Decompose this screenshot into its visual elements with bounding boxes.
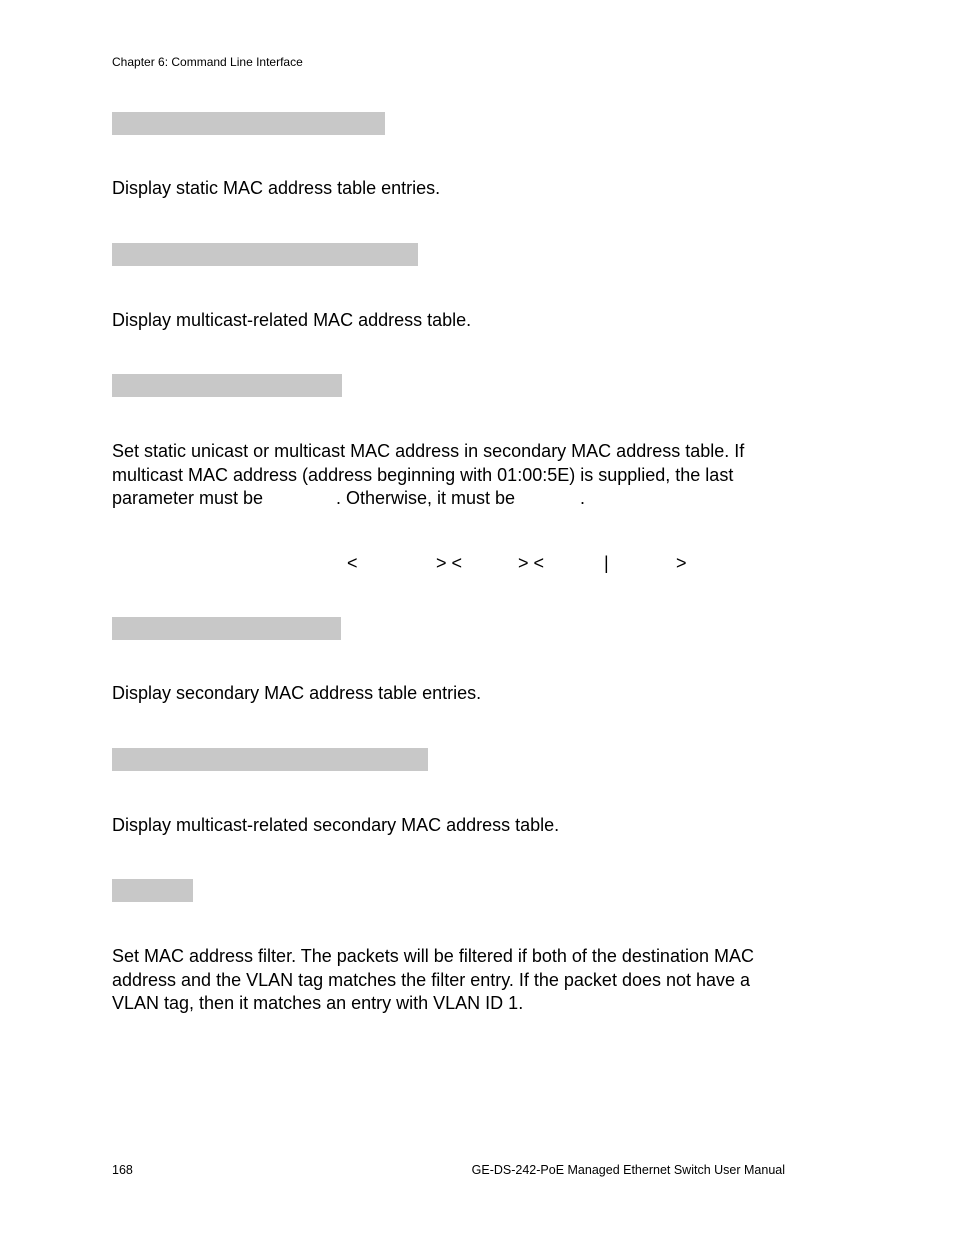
command-description: Display secondary MAC address table entries. [112,683,482,703]
chapter-header: Chapter 6: Command Line Interface [112,55,303,69]
syntax-symbol: > < [436,553,463,573]
manual-title: GE-DS-242-PoE Managed Ethernet Switch User Manual [471,1163,785,1177]
command-heading-bar [112,374,342,397]
description-line: VLAN tag, then it matches an entry with VLAN ID 1. [112,993,524,1013]
description-line: Set static unicast or multicast MAC address in secondary MAC address table. If [112,441,745,461]
syntax-symbol: < [347,553,358,573]
command-heading-bar [112,748,428,771]
syntax-symbol: > < [518,553,545,573]
command-heading-bar [112,112,385,135]
page-number: 168 [112,1163,133,1177]
description-line: address and the VLAN tag matches the filter entry. If the packet does not have a [112,969,751,990]
command-description: Display multicast-related secondary MAC address table. [112,815,560,835]
command-heading-bar [112,617,341,640]
command-description: Display static MAC address table entries. [112,178,441,198]
command-description [112,945,754,1016]
command-description: Display multicast-related MAC address table. [112,310,472,330]
description-line: multicast MAC address (address beginning with 01:00:5E) is supplied, the last [112,464,734,485]
command-heading-bar [112,243,418,266]
description-text: parameter must be [112,488,264,508]
description-text: . [580,488,586,508]
syntax-symbol: > [676,553,687,573]
description-line: Set MAC address filter. The packets will be filtered if both of the destination MAC [112,946,754,966]
command-heading-bar [112,879,193,902]
syntax-symbol: | [604,553,609,573]
description-text: . Otherwise, it must be [336,488,516,508]
command-description [112,440,744,511]
description-line [112,487,744,511]
